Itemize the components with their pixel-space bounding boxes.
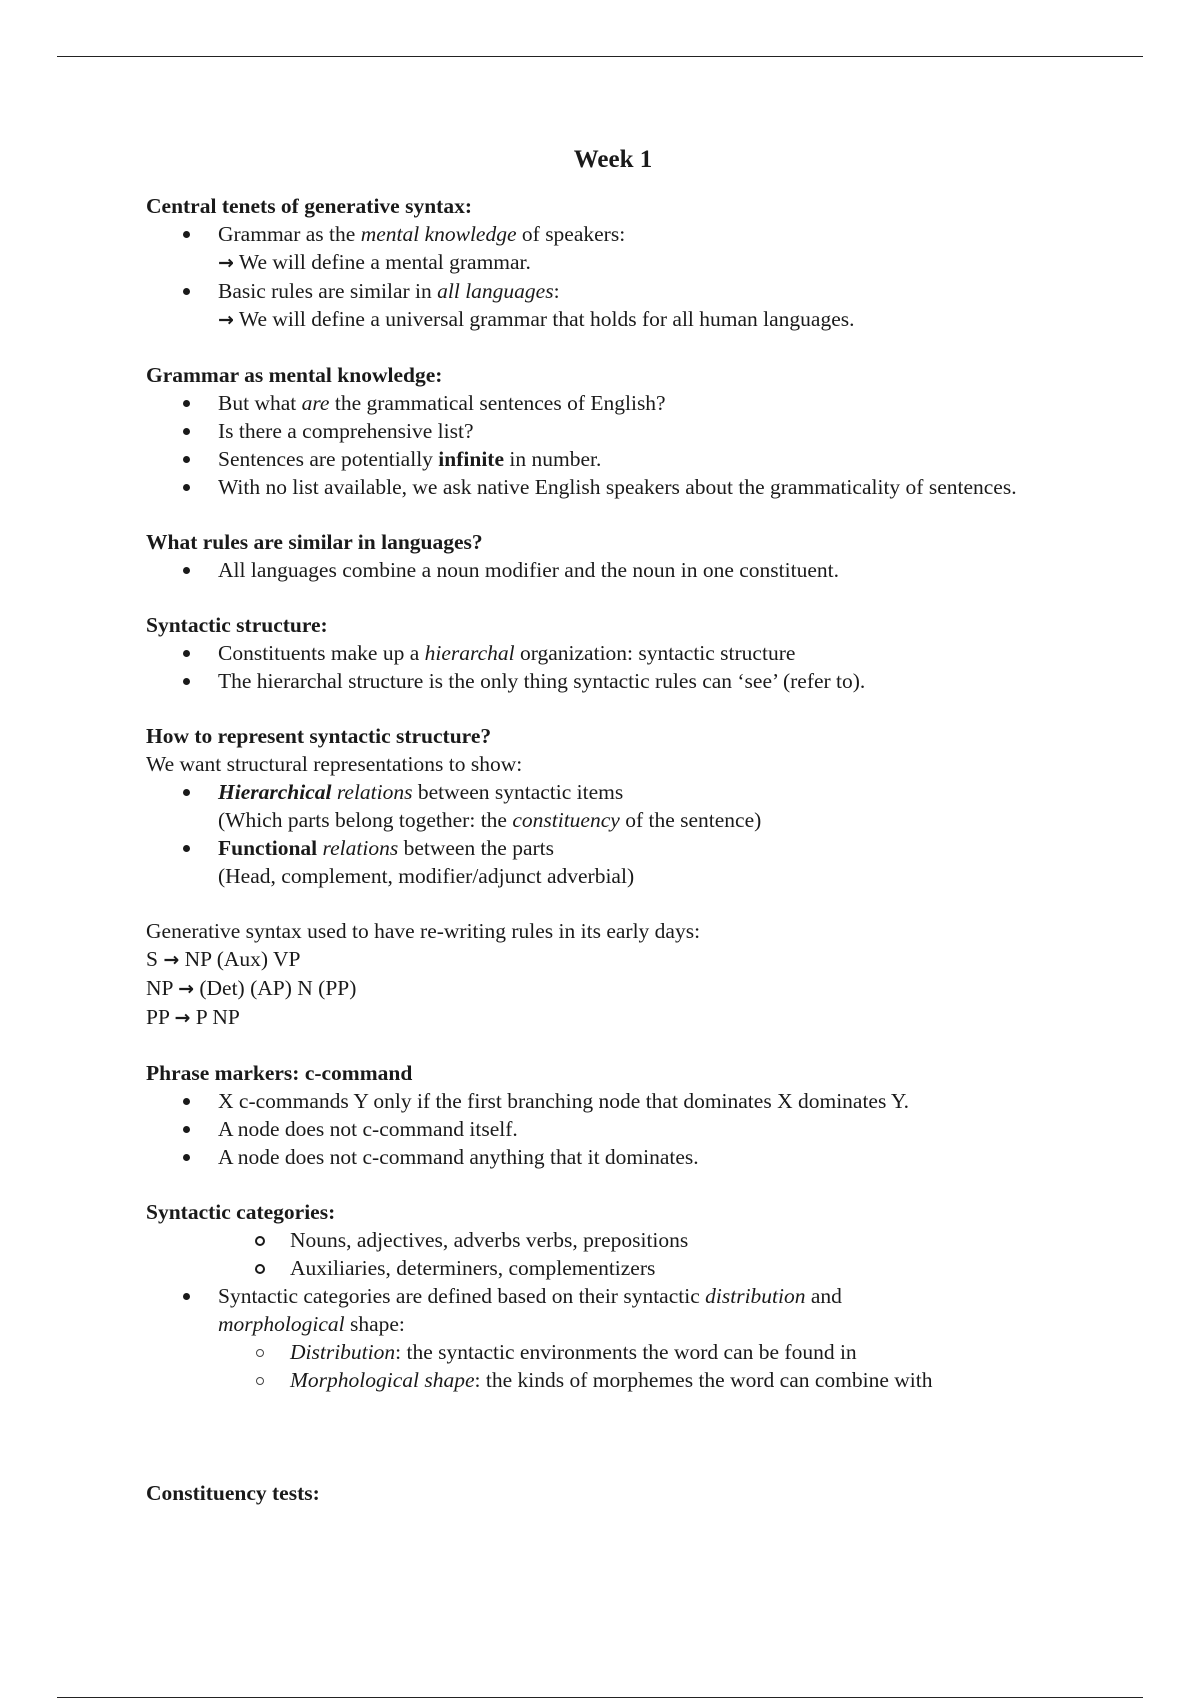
document-body	[146, 146, 1066, 1534]
sub-list-item	[146, 1366, 1066, 1394]
section-central-tenets	[146, 192, 1066, 334]
list-item: A node does not c-command itself.	[146, 1115, 1066, 1143]
text: of the sentence)	[619, 808, 762, 832]
rewrite-rule	[146, 974, 1066, 1003]
bullet-list	[146, 1087, 1066, 1171]
list-item	[146, 1282, 1066, 1338]
italic-text: are	[301, 391, 330, 415]
italic-text: constituency	[512, 808, 620, 832]
list-item: All languages combine a noun modifier and the noun in one constituent.	[146, 556, 1066, 584]
text: : the syntactic environments the word can be found in	[395, 1340, 857, 1364]
section-heading: Central tenets of generative syntax:	[146, 194, 472, 218]
text: between the parts	[398, 836, 554, 860]
text: PP	[146, 1005, 175, 1029]
intro-text: Generative syntax used to have re-writing rules in its early days:	[146, 919, 701, 943]
text: the grammatical sentences of English?	[329, 391, 666, 415]
section-heading: Phrase markers: c-command	[146, 1061, 413, 1085]
list-item	[146, 389, 1066, 417]
text: organization: syntactic structure	[514, 641, 796, 665]
bold-italic-text: Hierarchical	[218, 780, 332, 804]
section-similar-rules	[146, 528, 1066, 584]
text: But what	[218, 391, 302, 415]
intro-text: We want structural representations to show:	[146, 752, 523, 776]
bullet-list	[146, 1226, 1066, 1394]
list-item: A node does not c-command anything that it dominates.	[146, 1143, 1066, 1171]
italic-text: Distribution	[290, 1340, 396, 1364]
bold-text: Functional	[218, 836, 318, 860]
list-item: X c-commands Y only if the first branching node that dominates X dominates Y.	[146, 1087, 1066, 1115]
section-heading: What rules are similar in languages?	[146, 530, 483, 554]
text: Sentences are potentially	[218, 447, 439, 471]
bullet-list	[146, 389, 1066, 501]
bullet-list	[146, 639, 1066, 695]
arrow-icon: →	[218, 309, 234, 331]
rewrite-rule	[146, 945, 1066, 974]
list-item	[146, 778, 1066, 834]
italic-text: hierarchal	[424, 641, 515, 665]
list-item	[146, 834, 1066, 890]
text: NP	[146, 976, 179, 1000]
arrow-icon: →	[218, 252, 234, 274]
top-rule	[57, 56, 1143, 57]
spacer	[146, 1421, 1066, 1479]
section-represent-structure	[146, 722, 1066, 890]
section-constituency-tests	[146, 1479, 1066, 1507]
section-heading: Constituency tests:	[146, 1481, 320, 1505]
section-syntactic-categories	[146, 1198, 1066, 1394]
text: in number.	[504, 447, 602, 471]
text: between syntactic items	[412, 780, 624, 804]
text: and	[805, 1284, 842, 1308]
section-rewriting-rules	[146, 917, 1066, 1032]
bullet-list	[146, 778, 1066, 890]
text: Syntactic categories are defined based on their syntactic	[218, 1284, 706, 1308]
list-item	[146, 220, 1066, 277]
bullet-list	[146, 556, 1066, 584]
text: :	[553, 279, 560, 303]
italic-text: distribution	[705, 1284, 806, 1308]
section-heading: Grammar as mental knowledge:	[146, 363, 443, 387]
bottom-rule	[57, 1697, 1143, 1698]
italic-text: mental knowledge	[360, 222, 517, 246]
italic-text: relations	[317, 836, 399, 860]
arrow-icon: →	[174, 1007, 191, 1029]
text: Basic rules are similar in	[218, 279, 438, 303]
text: (Which parts belong together: the	[218, 808, 513, 832]
text: We will define a universal grammar that holds for all human languages.	[233, 307, 855, 331]
bold-text: infinite	[438, 447, 504, 471]
list-item: The hierarchal structure is the only thing syntactic rules can ‘see’ (refer to).	[146, 667, 1066, 695]
text: (Det) (AP) N (PP)	[193, 976, 357, 1000]
section-syntactic-structure	[146, 611, 1066, 695]
section-heading: Syntactic categories:	[146, 1200, 336, 1224]
list-item: Is there a comprehensive list?	[146, 417, 1066, 445]
arrow-icon: →	[163, 949, 180, 971]
sub-list-item: Auxiliaries, determiners, complementizers	[146, 1254, 1066, 1282]
list-item	[146, 445, 1066, 473]
section-heading: How to represent syntactic structure?	[146, 724, 492, 748]
sub-list-item	[146, 1338, 1066, 1366]
text: Grammar as the	[218, 222, 361, 246]
section-c-command	[146, 1059, 1066, 1171]
text: (Head, complement, modifier/adjunct adverbial)	[218, 864, 635, 888]
page-title: Week 1	[573, 146, 653, 173]
italic-text: relations	[331, 780, 413, 804]
text: of speakers:	[516, 222, 626, 246]
text: Constituents make up a	[218, 641, 425, 665]
section-mental-knowledge	[146, 361, 1066, 501]
text: shape:	[344, 1312, 405, 1336]
section-heading: Syntactic structure:	[146, 613, 328, 637]
text: NP (Aux) VP	[179, 947, 301, 971]
text: S	[146, 947, 164, 971]
bullet-list	[146, 220, 1066, 334]
text: We will define a mental grammar.	[233, 250, 531, 274]
italic-text: all languages	[437, 279, 554, 303]
list-item	[146, 277, 1066, 334]
rewrite-rule	[146, 1003, 1066, 1032]
italic-text: Morphological shape	[290, 1368, 475, 1392]
arrow-icon: →	[178, 978, 194, 1000]
italic-text: morphological	[218, 1312, 345, 1336]
list-item: With no list available, we ask native English speakers about the grammaticality of sentences.	[146, 473, 1066, 501]
text: P NP	[190, 1005, 240, 1029]
text: : the kinds of morphemes the word can combine with	[474, 1368, 933, 1392]
list-item	[146, 639, 1066, 667]
sub-list-item: Nouns, adjectives, adverbs verbs, prepositions	[146, 1226, 1066, 1254]
